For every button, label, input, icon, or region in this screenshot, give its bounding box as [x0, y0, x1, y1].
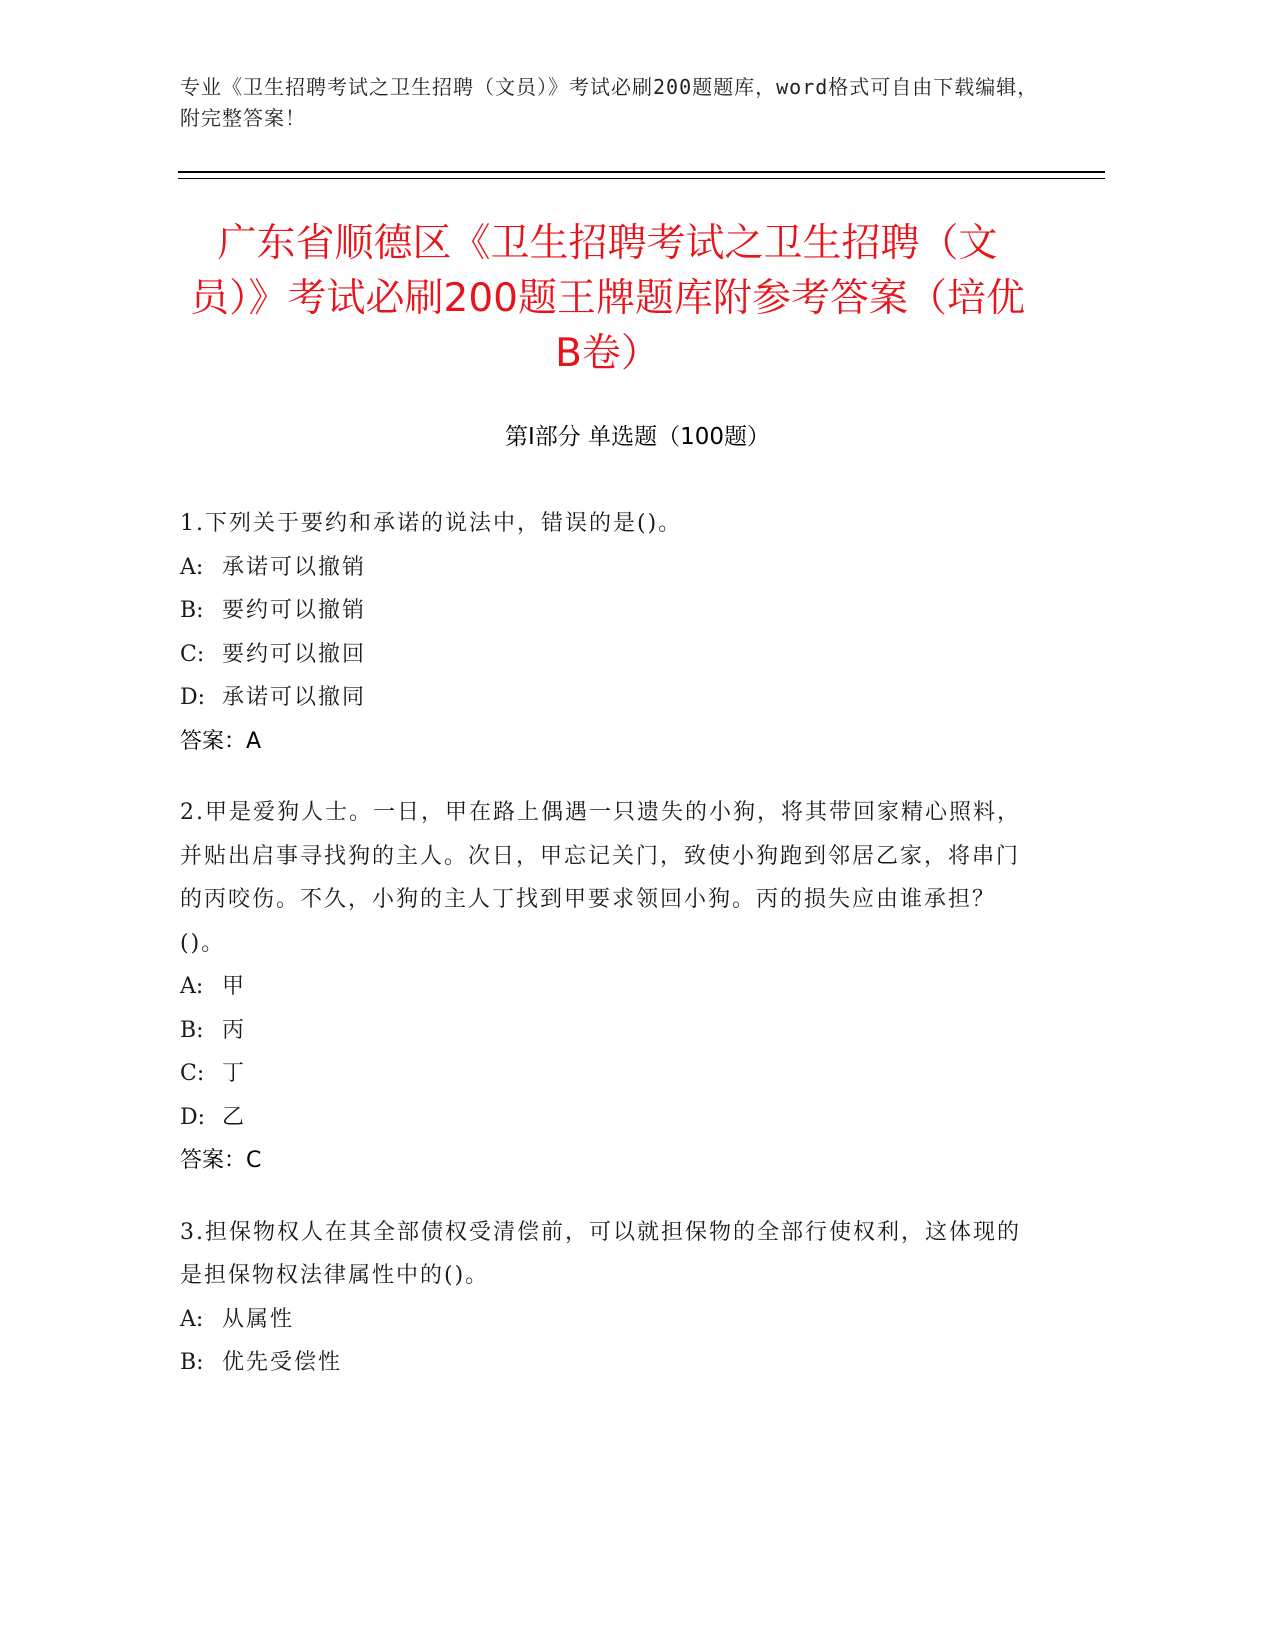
question-list [180, 502, 1025, 1413]
option-text: 要约可以撤销 [222, 598, 367, 623]
option-text: 从属性 [222, 1306, 295, 1332]
header-divider-thick [178, 171, 1105, 173]
option-letter: D: [180, 1104, 206, 1130]
option-letter: D: [180, 685, 206, 710]
option-letter: B: [180, 1350, 204, 1375]
option-letter: A: [180, 554, 204, 580]
option-d [180, 676, 1025, 720]
header-note: 专业《卫生招聘考试之卫生招聘（文员）》考试必刷200题题库，word格式可自由下载编辑，附完整答案！ [180, 75, 1039, 130]
question-3 [180, 1211, 1025, 1385]
option-text: 甲 [222, 974, 247, 999]
option-text: 乙 [222, 1104, 247, 1130]
question-stem: 2.甲是爱狗人士。一日，甲在路上偶遇一只遗失的小狗，将其带回家精心照料，并贴出启事寻找狗的主人。次日，甲忘记关门，致使小狗跑到邻居乙家，将串门的丙咬伤。不久，小狗的主人丁找到甲要求领回小狗。丙的损失应由谁承担？()。 [180, 800, 1021, 956]
option-letter: A: [180, 1306, 204, 1332]
question-1 [180, 502, 1025, 763]
option-letter: C: [180, 1061, 205, 1086]
option-d [180, 1096, 1025, 1140]
header-divider-thin [178, 178, 1105, 179]
question-stem: 1.下列关于要约和承诺的说法中，错误的是()。 [180, 511, 683, 536]
option-a [180, 965, 1025, 1009]
option-b [180, 589, 1025, 633]
option-letter: B: [180, 1017, 204, 1043]
document-title: 广东省顺德区《卫生招聘考试之卫生招聘（文员）》考试必刷200题王牌题库附参考答案（培优B卷） [190, 221, 1025, 376]
section-heading: 第Ⅰ部分 单选题（100题） [505, 424, 770, 450]
option-text: 承诺可以撤同 [222, 685, 367, 710]
answer-line: 答案：A [180, 728, 262, 754]
option-letter: C: [180, 641, 205, 667]
option-letter: B: [180, 598, 204, 623]
option-letter: A: [180, 974, 204, 999]
option-text: 承诺可以撤销 [222, 554, 367, 580]
question-2 [180, 791, 1025, 1183]
option-text: 要约可以撤回 [222, 641, 367, 667]
option-b [180, 1341, 1025, 1385]
option-text: 丙 [222, 1017, 247, 1043]
option-b [180, 1009, 1025, 1053]
question-stem: 3.担保物权人在其全部债权受清偿前，可以就担保物的全部行使权利，这体现的是担保物权法律属性中的()。 [180, 1219, 1021, 1288]
option-text: 丁 [222, 1061, 247, 1086]
option-a [180, 546, 1025, 590]
option-c [180, 1052, 1025, 1096]
option-text: 优先受偿性 [222, 1350, 343, 1375]
answer-line: 答案：C [180, 1148, 262, 1173]
option-c [180, 633, 1025, 677]
option-a [180, 1298, 1025, 1342]
